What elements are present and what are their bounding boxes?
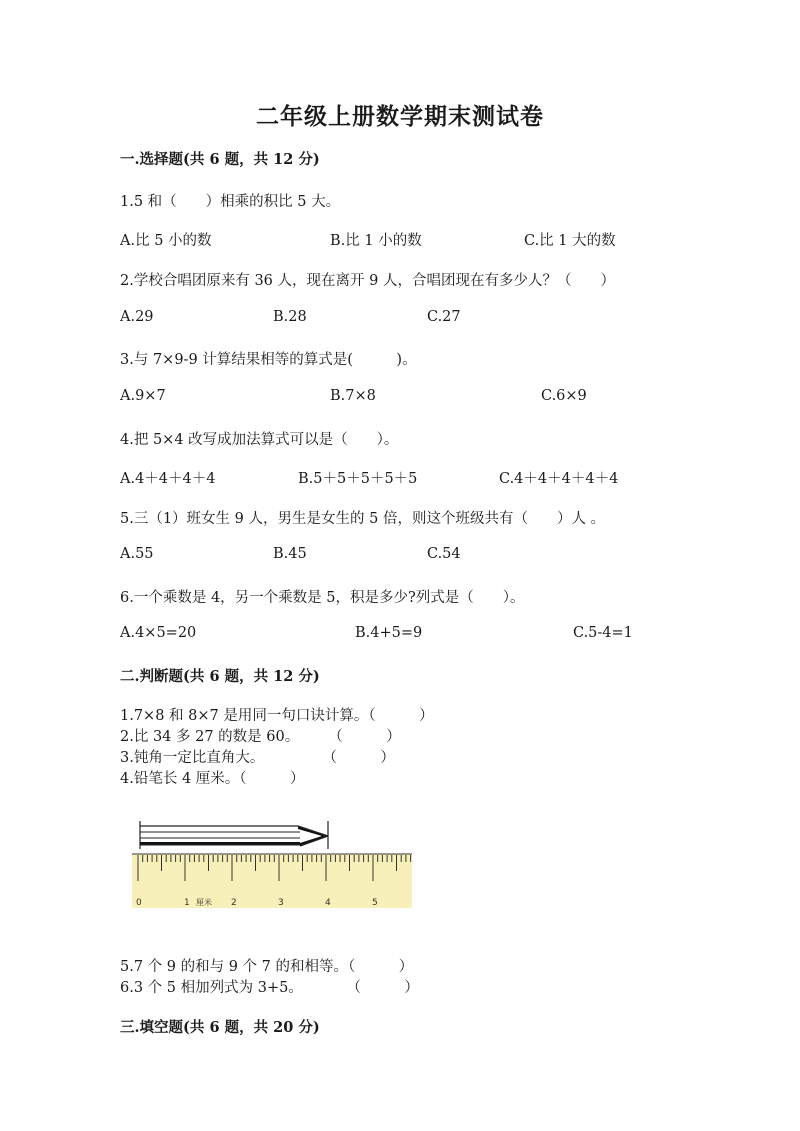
q5-option-b: B.45: [273, 546, 307, 562]
q1-option-a: A.比 5 小的数: [120, 233, 212, 249]
judge-item-6: 6.3 个 5 相加列式为 3+5。 （ ）: [120, 980, 419, 996]
q6-option-b: B.4+5=9: [355, 625, 423, 641]
ruler-label-4: 4: [325, 898, 331, 908]
question-5: 5.三（1）班女生 9 人，男生是女生的 5 倍，则这个班级共有（ ）人 。: [120, 511, 606, 527]
ruler-label-0: 0: [136, 898, 142, 908]
judge-item-3: 3.钝角一定比直角大。 （ ）: [120, 750, 395, 766]
page-title: 二年级上册数学期末测试卷: [256, 103, 544, 130]
ruler-label-2: 2: [231, 898, 237, 908]
q3-option-b: B.7×8: [330, 388, 376, 404]
ruler: [132, 854, 412, 908]
q4-option-c: C.4＋4＋4＋4＋4: [499, 471, 619, 487]
q2-option-c: C.27: [427, 309, 461, 325]
q4-option-a: A.4＋4＋4＋4: [120, 471, 216, 487]
q3-option-a: A.9×7: [120, 388, 166, 404]
pencil-ruler-figure: [130, 818, 414, 912]
question-1: 1.5 和（ ）相乘的积比 5 大。: [120, 194, 341, 210]
q5-option-c: C.54: [427, 546, 461, 562]
q6-option-c: C.5-4=1: [573, 625, 633, 641]
q2-option-a: A.29: [120, 309, 154, 325]
ruler-label-unit: 厘米: [196, 898, 212, 907]
ruler-label-1: 1: [184, 898, 190, 908]
judge-item-2: 2.比 34 多 27 的数是 60。 （ ）: [120, 729, 401, 745]
section-heading-judge: 二.判断题(共 6 题，共 12 分): [120, 668, 320, 685]
q4-option-b: B.5＋5＋5＋5＋5: [298, 471, 418, 487]
ruler-label-3: 3: [278, 898, 284, 908]
question-4: 4.把 5×4 改写成加法算式可以是（ ）。: [120, 432, 399, 448]
q6-option-a: A.4×5=20: [120, 625, 197, 641]
pencil-ruler-svg: [130, 818, 414, 912]
pencil-icon: [140, 821, 328, 849]
q2-option-b: B.28: [273, 309, 307, 325]
judge-item-5: 5.7 个 9 的和与 9 个 7 的和相等。（ ）: [120, 959, 414, 975]
question-2: 2.学校合唱团原来有 36 人，现在离开 9 人，合唱团现在有多少人？（ ）: [120, 273, 615, 289]
q1-option-c: C.比 1 大的数: [524, 233, 616, 249]
section-heading-choice: 一.选择题(共 6 题，共 12 分): [120, 151, 320, 168]
section-heading-fill: 三.填空题(共 6 题，共 20 分): [120, 1019, 320, 1036]
q3-option-c: C.6×9: [541, 388, 587, 404]
ruler-label-5: 5: [372, 898, 378, 908]
q1-option-b: B.比 1 小的数: [330, 233, 422, 249]
q5-option-a: A.55: [120, 546, 154, 562]
judge-item-4: 4.铅笔长 4 厘米。（ ）: [120, 771, 305, 787]
question-6: 6.一个乘数是 4，另一个乘数是 5，积是多少?列式是（ ）。: [120, 590, 525, 606]
question-3: 3.与 7×9-9 计算结果相等的算式是( )。: [120, 352, 417, 368]
judge-item-1: 1.7×8 和 8×7 是用同一句口诀计算。（ ）: [120, 708, 434, 724]
